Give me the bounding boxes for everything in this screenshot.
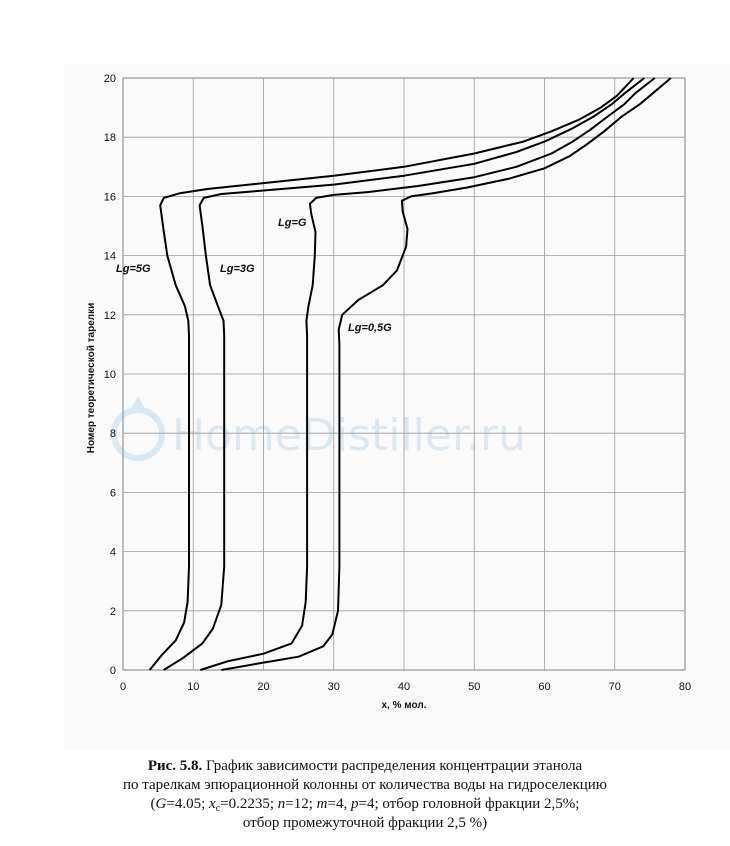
- caption-param-x-subscript: c: [215, 803, 221, 814]
- x-tick-label: 20: [257, 681, 270, 693]
- y-tick-label: 18: [103, 132, 116, 145]
- series-label-2: Lg=G: [278, 217, 307, 229]
- caption-param-x-value: =0.2235;: [220, 796, 278, 812]
- caption-param-p-value: =4; отбор головной фракции 2,5%;: [358, 796, 580, 812]
- y-tick-label: 16: [103, 191, 116, 204]
- series-label-1: Lg=3G: [220, 263, 255, 275]
- caption-paren: (: [150, 796, 156, 812]
- caption-param-m: m: [316, 796, 328, 812]
- x-tick-label: 40: [397, 681, 411, 693]
- figure-panel: [64, 64, 730, 750]
- x-tick-label: 60: [538, 681, 551, 693]
- y-tick-label: 6: [109, 487, 116, 500]
- watermark-text: HomeDistiller.ru: [172, 410, 526, 461]
- caption-param-m-value: =4,: [327, 796, 351, 812]
- series-label-0: Lg=5G: [116, 263, 151, 275]
- caption-param-g: G: [155, 796, 167, 812]
- y-tick-label: 14: [103, 250, 116, 263]
- x-tick-label: 70: [608, 681, 621, 693]
- y-tick-label: 12: [103, 309, 116, 322]
- caption-line-4: отбор промежуточной фракции 2,5 %): [242, 815, 488, 831]
- x-tick-label: 0: [119, 681, 127, 693]
- series-labels: [116, 217, 392, 334]
- caption-param-g-value: =4.05;: [166, 796, 210, 812]
- y-tick-label: 8: [109, 428, 116, 441]
- y-tick-label: 2: [109, 605, 116, 618]
- y-tick-label: 10: [103, 369, 116, 381]
- tick-labels: [104, 73, 691, 693]
- caption-param-x: x: [209, 796, 216, 812]
- watermark-logo-icon: [114, 410, 162, 458]
- caption-title-part-1: График зависимости распределения концентрации этанола: [206, 758, 583, 774]
- caption-line-3: [0, 795, 730, 814]
- x-axis-title: x, % мол.: [381, 700, 427, 711]
- caption-line-2: по тарелкам эпюрационной колонны от количества воды на гидроселекцию: [122, 777, 608, 793]
- caption-param-p: p: [350, 796, 359, 812]
- x-tick-label: 10: [187, 681, 200, 693]
- caption-param-n-value: =12;: [285, 796, 317, 812]
- caption-param-n: n: [277, 796, 286, 812]
- y-tick-label: 0: [109, 665, 116, 677]
- x-tick-label: 80: [678, 681, 692, 693]
- y-tick-label: 20: [103, 73, 116, 85]
- y-axis-title: Номер теоретической тарелки: [86, 302, 97, 454]
- figure-caption: [0, 757, 730, 833]
- series-label-3: Lg=0,5G: [348, 322, 392, 334]
- chart: [64, 64, 730, 750]
- x-tick-label: 30: [327, 681, 340, 693]
- x-tick-label: 50: [468, 681, 481, 693]
- watermark: [114, 396, 526, 461]
- caption-line-1: [0, 757, 730, 776]
- watermark-logo-drop-icon: [130, 396, 146, 410]
- caption-figure-number: Рис. 5.8.: [147, 758, 203, 774]
- y-tick-label: 4: [109, 546, 116, 559]
